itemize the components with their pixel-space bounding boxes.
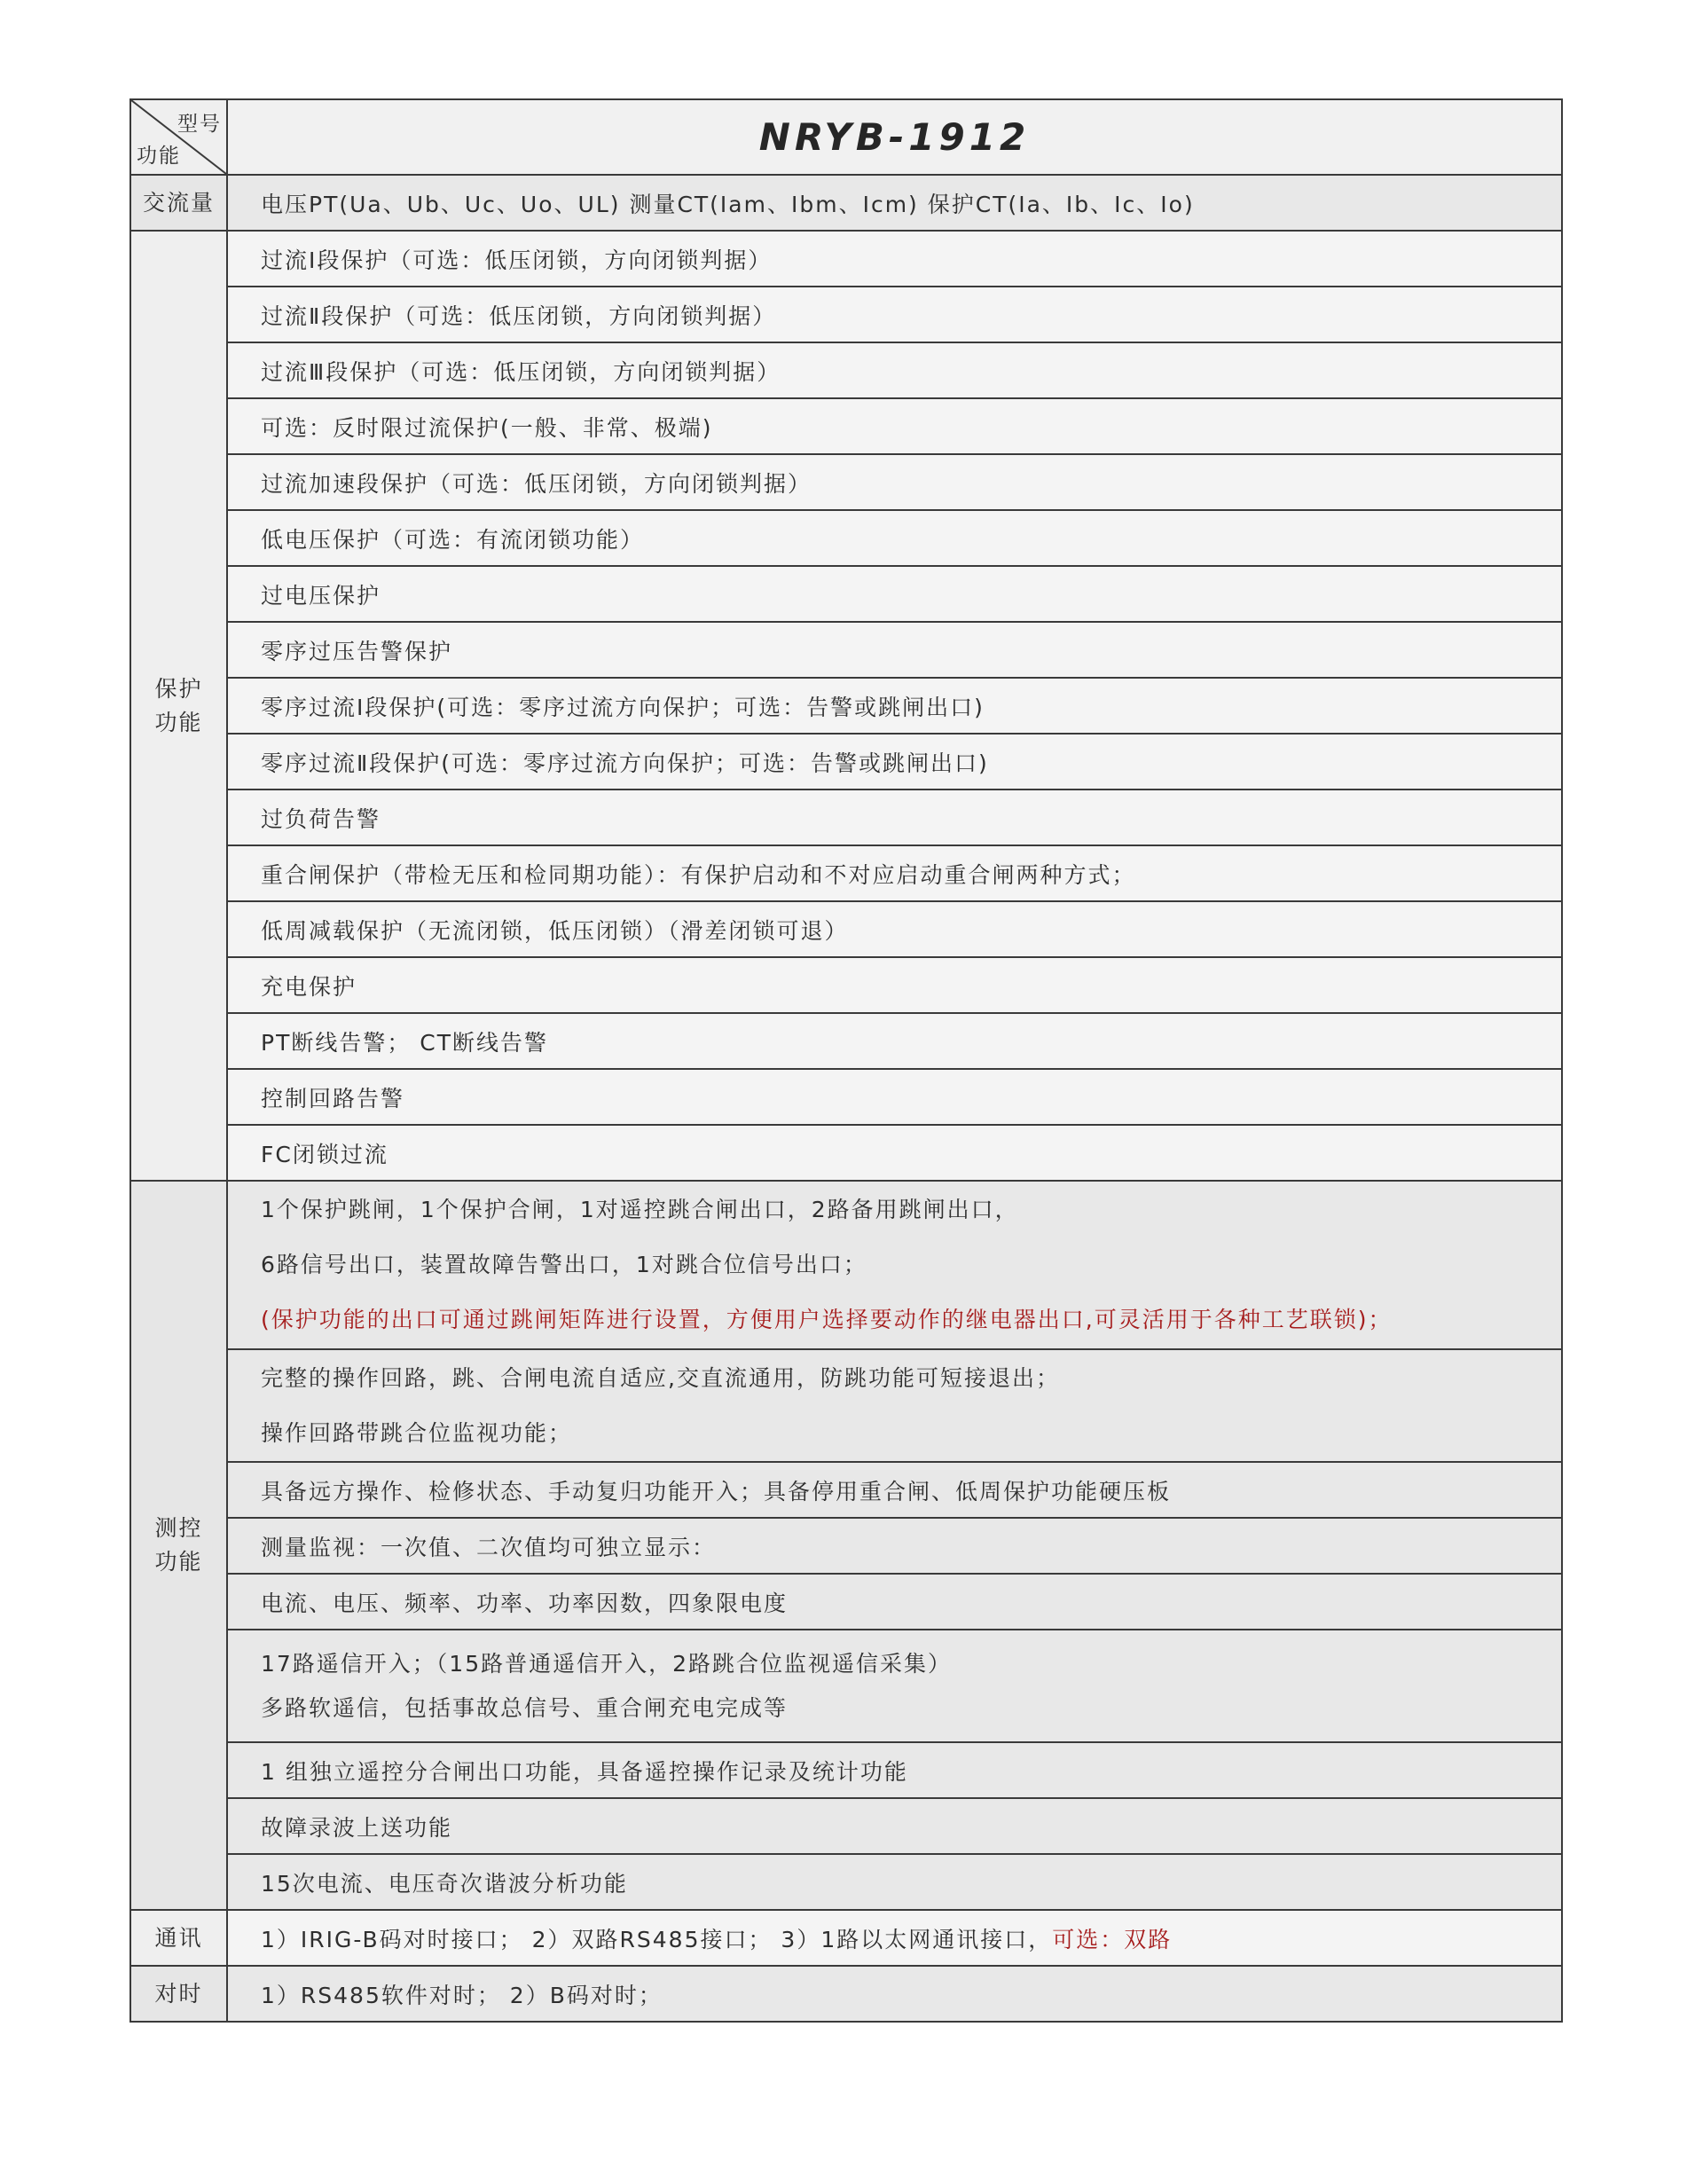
protection-item: PT断线告警； CT断线告警	[227, 1013, 1562, 1069]
control-note: (保护功能的出口可通过跳闸矩阵进行设置，方便用户选择要动作的继电器出口,可灵活用于各种工艺联锁)；	[261, 1307, 1393, 1332]
corner-header-cell	[130, 99, 227, 175]
control-row	[130, 1574, 1562, 1630]
control-row	[130, 1854, 1562, 1910]
protection-item: 充电保护	[227, 957, 1562, 1013]
protection-item: 过流Ⅲ段保护（可选：低压闭锁，方向闭锁判据）	[227, 342, 1562, 398]
model-title: NRYB-1912	[227, 99, 1562, 175]
protection-item: FC闭锁过流	[227, 1125, 1562, 1181]
protection-label-line2: 功能	[154, 709, 203, 735]
protection-row	[130, 678, 1562, 734]
control-label	[130, 1181, 227, 1910]
protection-row	[130, 1013, 1562, 1069]
control-line: 多路软遥信，包括事故总信号、重合闸充电完成等	[261, 1694, 789, 1721]
protection-row	[130, 1069, 1562, 1125]
protection-item: 过电压保护	[227, 566, 1562, 622]
protection-item: 过流Ⅱ段保护（可选：低压闭锁，方向闭锁判据）	[227, 287, 1562, 342]
spec-table	[129, 98, 1563, 2023]
protection-label-line1: 保护	[154, 675, 203, 702]
corner-label-function: 功能	[137, 145, 181, 168]
protection-row	[130, 398, 1562, 454]
control-row	[130, 1798, 1562, 1854]
protection-row	[130, 510, 1562, 566]
control-item	[227, 1630, 1562, 1742]
protection-row	[130, 231, 1562, 287]
control-line: 1个保护跳闸，1个保护合闸，1对遥控跳合闸出口，2路备用跳闸出口，	[261, 1197, 1019, 1222]
control-item	[227, 1181, 1562, 1349]
protection-row	[130, 1125, 1562, 1181]
comm-text-cell	[227, 1910, 1562, 1966]
control-item: 1 组独立遥控分合闸出口功能，具备遥控操作记录及统计功能	[227, 1742, 1562, 1798]
control-row	[130, 1630, 1562, 1742]
comm-optional: 可选：双路	[1052, 1926, 1173, 1952]
ac-row	[130, 175, 1562, 231]
control-line: 操作回路带跳合位监视功能；	[261, 1419, 573, 1446]
control-row	[130, 1462, 1562, 1518]
control-item: 测量监视：一次值、二次值均可独立显示：	[227, 1518, 1562, 1574]
control-row	[130, 1181, 1562, 1349]
protection-item: 低电压保护（可选：有流闭锁功能）	[227, 510, 1562, 566]
protection-row	[130, 287, 1562, 342]
protection-item: 过流Ⅰ段保护（可选：低压闭锁，方向闭锁判据）	[227, 231, 1562, 287]
comm-label: 通讯	[130, 1910, 227, 1966]
control-label-line1: 测控	[154, 1515, 203, 1541]
control-row	[130, 1518, 1562, 1574]
comm-row	[130, 1910, 1562, 1966]
corner-label-model: 型号	[177, 113, 222, 136]
control-label-line2: 功能	[154, 1549, 203, 1575]
protection-item: 零序过流Ⅰ段保护(可选：零序过流方向保护；可选：告警或跳闸出口)	[227, 678, 1562, 734]
ac-text: 电压PT(Ua、Ub、Uc、Uo、UL) 测量CT(Iam、Ibm、Icm) 保护CT(Ia、Ib、Ic、Io)	[227, 175, 1562, 231]
control-line: 6路信号出口，装置故障告警出口，1对跳合位信号出口；	[261, 1252, 867, 1277]
protection-row	[130, 454, 1562, 510]
protection-row	[130, 622, 1562, 678]
protection-row	[130, 957, 1562, 1013]
timing-text: 1）RS485软件对时； 2）B码对时；	[227, 1966, 1562, 2022]
header-row	[130, 99, 1562, 175]
protection-row	[130, 566, 1562, 622]
protection-item: 控制回路告警	[227, 1069, 1562, 1125]
control-item: 故障录波上送功能	[227, 1798, 1562, 1854]
control-item: 具备远方操作、检修状态、手动复归功能开入；具备停用重合闸、低周保护功能硬压板	[227, 1462, 1562, 1518]
protection-row	[130, 734, 1562, 790]
ac-label: 交流量	[130, 175, 227, 231]
protection-item: 过负荷告警	[227, 790, 1562, 845]
control-item: 电流、电压、频率、功率、功率因数，四象限电度	[227, 1574, 1562, 1630]
protection-item: 过流加速段保护（可选：低压闭锁，方向闭锁判据）	[227, 454, 1562, 510]
comm-text: 1）IRIG-B码对时接口； 2）双路RS485接口； 3）1路以太网通讯接口，	[261, 1926, 1053, 1952]
protection-item: 低周减载保护（无流闭锁，低压闭锁）（滑差闭锁可退）	[227, 901, 1562, 957]
protection-item: 零序过压告警保护	[227, 622, 1562, 678]
control-item	[227, 1349, 1562, 1462]
protection-row	[130, 845, 1562, 901]
timing-label: 对时	[130, 1966, 227, 2022]
control-row	[130, 1349, 1562, 1462]
protection-item: 重合闸保护（带检无压和检同期功能）：有保护启动和不对应启动重合闸两种方式；	[227, 845, 1562, 901]
protection-item: 可选：反时限过流保护(一般、非常、极端)	[227, 398, 1562, 454]
control-line: 17路遥信开入；（15路普通遥信开入，2路跳合位监视遥信采集）	[261, 1650, 953, 1677]
protection-label	[130, 231, 227, 1181]
control-row	[130, 1742, 1562, 1798]
control-item: 15次电流、电压奇次谐波分析功能	[227, 1854, 1562, 1910]
protection-row	[130, 901, 1562, 957]
protection-row	[130, 790, 1562, 845]
protection-item: 零序过流Ⅱ段保护(可选：零序过流方向保护；可选：告警或跳闸出口)	[227, 734, 1562, 790]
timing-row	[130, 1966, 1562, 2022]
control-line: 完整的操作回路，跳、合闸电流自适应,交直流通用，防跳功能可短接退出；	[261, 1364, 1060, 1391]
protection-row	[130, 342, 1562, 398]
